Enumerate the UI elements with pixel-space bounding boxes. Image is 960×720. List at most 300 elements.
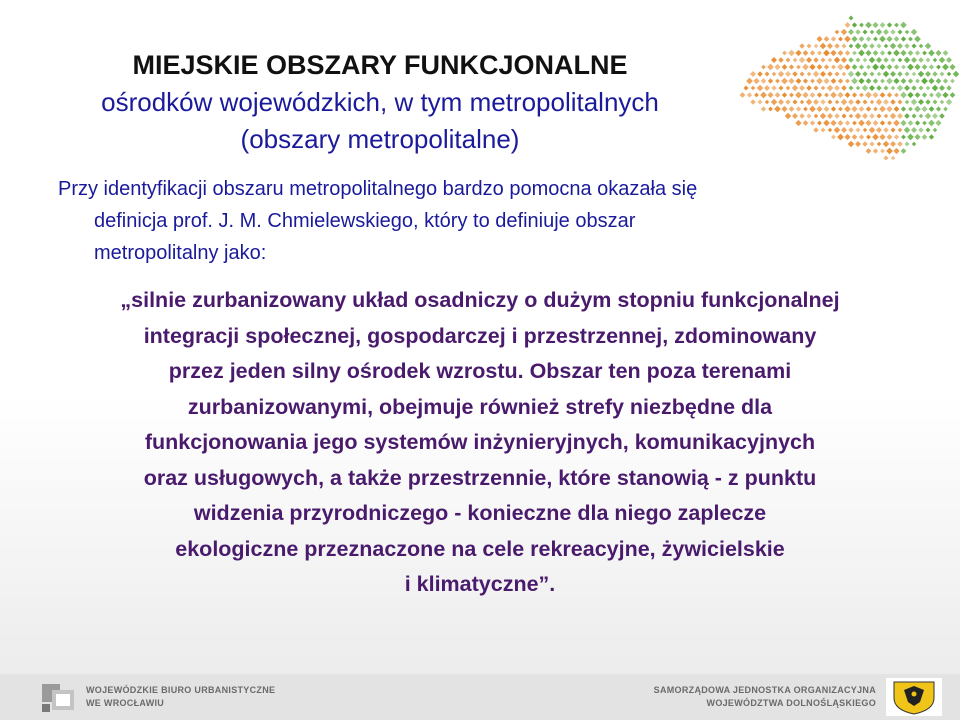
map-dot [932,71,938,77]
map-dot [806,113,811,118]
map-dot [901,65,906,70]
map-dot [904,127,911,134]
map-dot [813,57,819,63]
map-dot [866,106,871,111]
map-dot [907,92,913,98]
footer-right-line-2: WOJEWÓDZTWA DOLNOŚLĄSKIEGO [706,698,876,708]
map-dot [852,121,857,126]
map-dot [852,134,858,140]
map-dot [894,106,900,112]
map-dot [761,65,766,70]
quote-line: widzenia przyrodniczego - konieczne dla niego zaplecze [193,501,767,525]
coat-of-arms-icon [886,678,942,716]
map-dot [914,106,921,113]
map-dot [810,50,815,55]
map-dot [919,44,924,49]
map-dot [936,106,941,111]
map-dot [887,51,892,56]
map-dot [810,79,815,84]
map-dot [827,43,833,49]
map-dot [778,85,783,90]
map-dot [852,22,857,27]
map-dot [851,106,857,112]
map-dot [816,106,822,112]
map-dot [820,99,826,105]
map-dot [834,127,841,134]
map-dot [859,134,864,139]
map-dot [869,71,874,76]
map-dot [814,44,819,49]
quote-line: zurbanizowanymi, obejmuje również strefy niezbędne dla [187,394,773,419]
map-dot [886,106,892,112]
map-dot [863,58,868,63]
map-dot [887,64,893,70]
map-dot [865,92,872,99]
map-dot [897,71,903,77]
map-dot [792,113,798,119]
map-dot [851,36,857,42]
map-dot [785,113,792,120]
map-dot [925,71,931,77]
map-dot [921,78,928,85]
map-dot [925,127,930,132]
map-dot [841,29,848,36]
map-dot [872,134,879,141]
map-dot [859,36,865,42]
map-dot [837,92,843,98]
map-dot [795,92,802,99]
map-dot [891,156,896,161]
map-dot [803,50,809,56]
map-dot [768,78,773,83]
map-dot [799,113,805,119]
map-dot [844,36,851,43]
map-dot [915,50,920,55]
map-dot [831,78,837,84]
map-dot [877,72,882,77]
map-dot [800,100,805,105]
map-dot [788,50,795,57]
map-dot [810,120,815,125]
quote-line: ekologiczne przeznaczone na cele rekreacyjne, żywicielskie [175,536,785,561]
map-dot [767,92,773,98]
map-dot [837,64,844,71]
map-dot [767,64,774,71]
quote-line: funkcjonowania jego systemów inżynieryjnych, komunikacyjnych [144,430,816,454]
map-dot [898,58,903,63]
map-dot [887,22,892,27]
map-dot [810,92,816,98]
map-dot [873,120,879,126]
map-dot [841,127,847,133]
map-dot [890,29,896,35]
map-dot [883,127,889,133]
map-dot [862,99,867,104]
map-dot [925,99,931,105]
map-dot [922,92,927,97]
map-dot [926,86,931,91]
map-dot [771,99,778,106]
quote-line: i klimatyczne”. [404,572,556,596]
intro-line-2: definicja prof. J. M. Chmielewskiego, który to definiuje obszar [94,210,636,232]
map-dot [803,107,808,112]
map-dot [870,100,875,105]
map-dot [782,51,787,56]
map-dot [904,43,910,49]
map-dot [789,93,794,98]
map-dot [817,64,823,70]
map-dot [848,85,853,90]
map-dot [943,78,948,83]
intro-line-3: metropolitalny jako: [94,242,267,264]
map-dot [827,113,833,119]
map-dot [935,92,942,99]
map-dot [936,78,942,84]
map-dot [828,128,833,133]
map-dot [862,43,868,49]
map-dot [883,85,888,90]
map-dot [883,29,889,35]
map-dot [911,57,917,63]
map-dot [904,85,910,91]
map-dot [795,120,801,126]
map-dot [935,50,941,56]
map-dot [855,57,860,62]
map-dot [848,71,855,78]
map-dot [877,142,882,147]
map-dot [862,141,868,147]
map-dot [852,92,857,97]
map-dot [949,64,955,70]
map-dot [789,64,794,69]
map-dot [905,100,910,105]
map-dot [897,85,904,92]
map-dot [813,99,819,105]
map-dot [886,78,893,85]
map-dot [942,92,948,98]
map-dot [890,57,895,62]
map-dot [802,64,809,71]
map-dot [897,141,903,147]
map-dot [932,113,938,119]
map-dot [915,92,921,98]
map-dot [835,100,840,105]
map-dot [904,57,911,64]
map-dot [886,148,893,155]
map-dot [761,106,766,111]
map-dot [768,107,773,112]
map-dot [817,121,822,126]
map-dot [855,29,861,35]
map-dot [799,71,804,76]
map-dot [880,92,886,98]
map-dot [863,128,868,133]
map-dot [792,85,799,92]
map-dot [852,51,857,56]
map-dot [848,127,854,133]
intro-line-1: Przy identyfikacji obszaru metropolitalnego bardzo pomocna okazała się [58,178,698,200]
map-dot [817,92,822,97]
map-dot [879,36,886,43]
map-dot [936,65,941,70]
map-dot [824,106,830,112]
map-dot [820,127,825,132]
map-dot [835,30,840,35]
map-dot [774,106,781,113]
map-dot [922,51,927,56]
map-dot [842,72,847,77]
map-dot [848,57,854,63]
map-dot [911,43,916,48]
map-dot [873,37,878,42]
map-dot [845,50,850,55]
map-dot [866,36,871,41]
map-dot [939,57,946,64]
map-dot [947,72,952,77]
map-dot [876,57,882,63]
map-dot [901,36,906,41]
map-dot [911,99,918,106]
map-dot [764,85,770,91]
map-dot [932,99,937,104]
map-dot [894,93,899,98]
map-dot [834,57,841,64]
map-dot [830,92,837,99]
map-dot [876,43,881,48]
map-dot [799,85,805,91]
map-dot [918,85,923,90]
map-dot [876,29,883,36]
map-dot [838,37,843,42]
map-dot [894,64,899,69]
map-dot [890,99,896,105]
map-dot [887,121,892,126]
map-dot [782,64,788,70]
map-dot [873,148,878,153]
map-dot [904,141,909,146]
map-dot [919,114,924,119]
map-dot [866,78,872,84]
map-dot [922,121,927,126]
map-dot [912,72,917,77]
map-dot [809,106,816,113]
map-dot [765,100,770,105]
map-dot [816,36,822,42]
map-dot [859,106,865,112]
map-dot [890,113,897,120]
map-dot [908,120,914,126]
map-dot [894,36,900,42]
map-dot [946,99,953,106]
map-dot [841,57,847,63]
map-dot [925,43,932,50]
map-dot [806,85,812,91]
map-dot [942,64,949,71]
map-dot [883,155,888,160]
map-dot [911,29,918,36]
map-dot [821,86,826,91]
map-dot [890,141,896,147]
map-dot [772,72,777,77]
footer-left-line-2: WE WROCŁAWIU [86,698,165,708]
map-dot [939,85,945,91]
map-dot [830,50,836,56]
map-dot [900,22,907,29]
map-dot [890,71,896,77]
map-dot [851,78,858,85]
map-dot [778,71,785,78]
map-dot [799,43,805,49]
map-dot [901,78,907,84]
map-dot [799,57,806,64]
map-dot [897,99,902,104]
map-dot [848,99,854,105]
map-dot [928,78,934,84]
map-dot [880,50,885,55]
map-dot [869,85,875,91]
footer-right-line-1: SAMORZĄDOWA JEDNOSTKA ORGANIZACYJNA [653,685,876,695]
map-dot [859,64,864,69]
map-dot [831,135,836,140]
map-dot [914,134,920,140]
map-dot [898,128,903,133]
map-dot [788,78,794,84]
map-dot [823,78,829,84]
map-dot [914,64,920,70]
page-subtitle-line-1: ośrodków wojewódzkich, w tym metropolitalnych [101,87,659,117]
map-dot [834,43,840,49]
map-dot [869,141,874,146]
map-dot [828,58,833,63]
map-dot [775,92,781,98]
map-dot [897,43,903,49]
map-dot [908,107,913,112]
map-dot [870,30,875,35]
map-dot [911,127,917,133]
map-dot [933,128,938,133]
map-dot [824,64,829,69]
map-dot [834,71,839,76]
footer-left-text [86,684,275,710]
map-dot [855,71,861,77]
map-dot [893,78,899,84]
map-dot [841,43,846,48]
map-dot [813,85,818,90]
map-dot [922,64,928,70]
map-dot [795,50,801,56]
map-dot [884,114,889,119]
map-dot [862,85,869,92]
map-dot [806,43,811,48]
map-dot [838,50,844,56]
map-dot [901,135,906,140]
map-dot [933,58,938,63]
map-dot [918,71,925,78]
map-dot [764,71,769,76]
page-title: MIEJSKIE OBSZARY FUNKCJONALNE [132,50,628,80]
map-dot [834,85,840,91]
map-dot [865,22,872,29]
map-dot [813,127,819,133]
map-dot [775,79,780,84]
map-dot [848,29,854,35]
map-dot [793,58,798,63]
map-dot [883,141,890,148]
map-dot [820,113,827,120]
map-dot [929,134,934,139]
map-dot [778,99,784,105]
map-dot [830,120,836,126]
map-dot [831,106,836,111]
page-subtitle-line-2: (obszary metropolitalne) [240,124,520,154]
quote-line: oraz usługowych, a także przestrzennie, które stanowią - z punktu [143,465,817,490]
map-dot [943,50,949,56]
map-dot [893,50,900,57]
map-dot [890,43,897,50]
map-dot [879,134,885,140]
map-dot [900,50,906,56]
map-dot [796,106,801,111]
wbu-logo-icon [40,680,80,714]
map-dot [879,106,886,113]
map-dot [911,85,917,91]
map-dot [760,92,767,99]
map-dot [855,99,861,105]
map-dot [858,78,864,84]
map-dot [831,36,836,41]
map-dot [935,120,941,126]
map-dot [827,85,834,92]
map-dot [869,127,876,134]
map-dot [866,65,871,70]
map-dot [900,92,907,99]
quote-line: integracji społecznej, gospodarczej i przestrzennej, zdominowany [143,323,817,348]
map-dot [911,113,916,118]
map-dot [866,135,871,140]
map-dot [855,43,862,50]
map-dot [928,120,935,127]
map-dot [809,64,815,70]
map-dot [838,120,844,126]
map-dot [806,57,812,63]
map-dot [831,65,836,70]
map-dot [849,44,854,49]
map-dot [921,106,927,112]
map-dot [929,64,934,69]
map-dot [834,113,840,119]
map-dot [816,78,823,85]
map-dot [872,22,878,28]
footer-left-line-1: WOJEWÓDZKIE BIURO URBANISTYCZNE [86,685,276,695]
map-dot [824,93,829,98]
map-dot [880,149,885,154]
map-dot [814,114,819,119]
footer-right-text [654,684,876,710]
map-dot [806,99,813,106]
map-dot [862,113,868,119]
map-dot [841,99,848,106]
map-dot [855,113,862,120]
map-dot [893,120,900,127]
map-dot [883,57,889,63]
map-dot [817,51,822,56]
map-dot [915,79,920,84]
map-dot [796,65,801,70]
map-dot [844,64,850,70]
map-dot [869,43,875,49]
footer-bar [0,674,960,720]
map-dot [950,92,956,98]
